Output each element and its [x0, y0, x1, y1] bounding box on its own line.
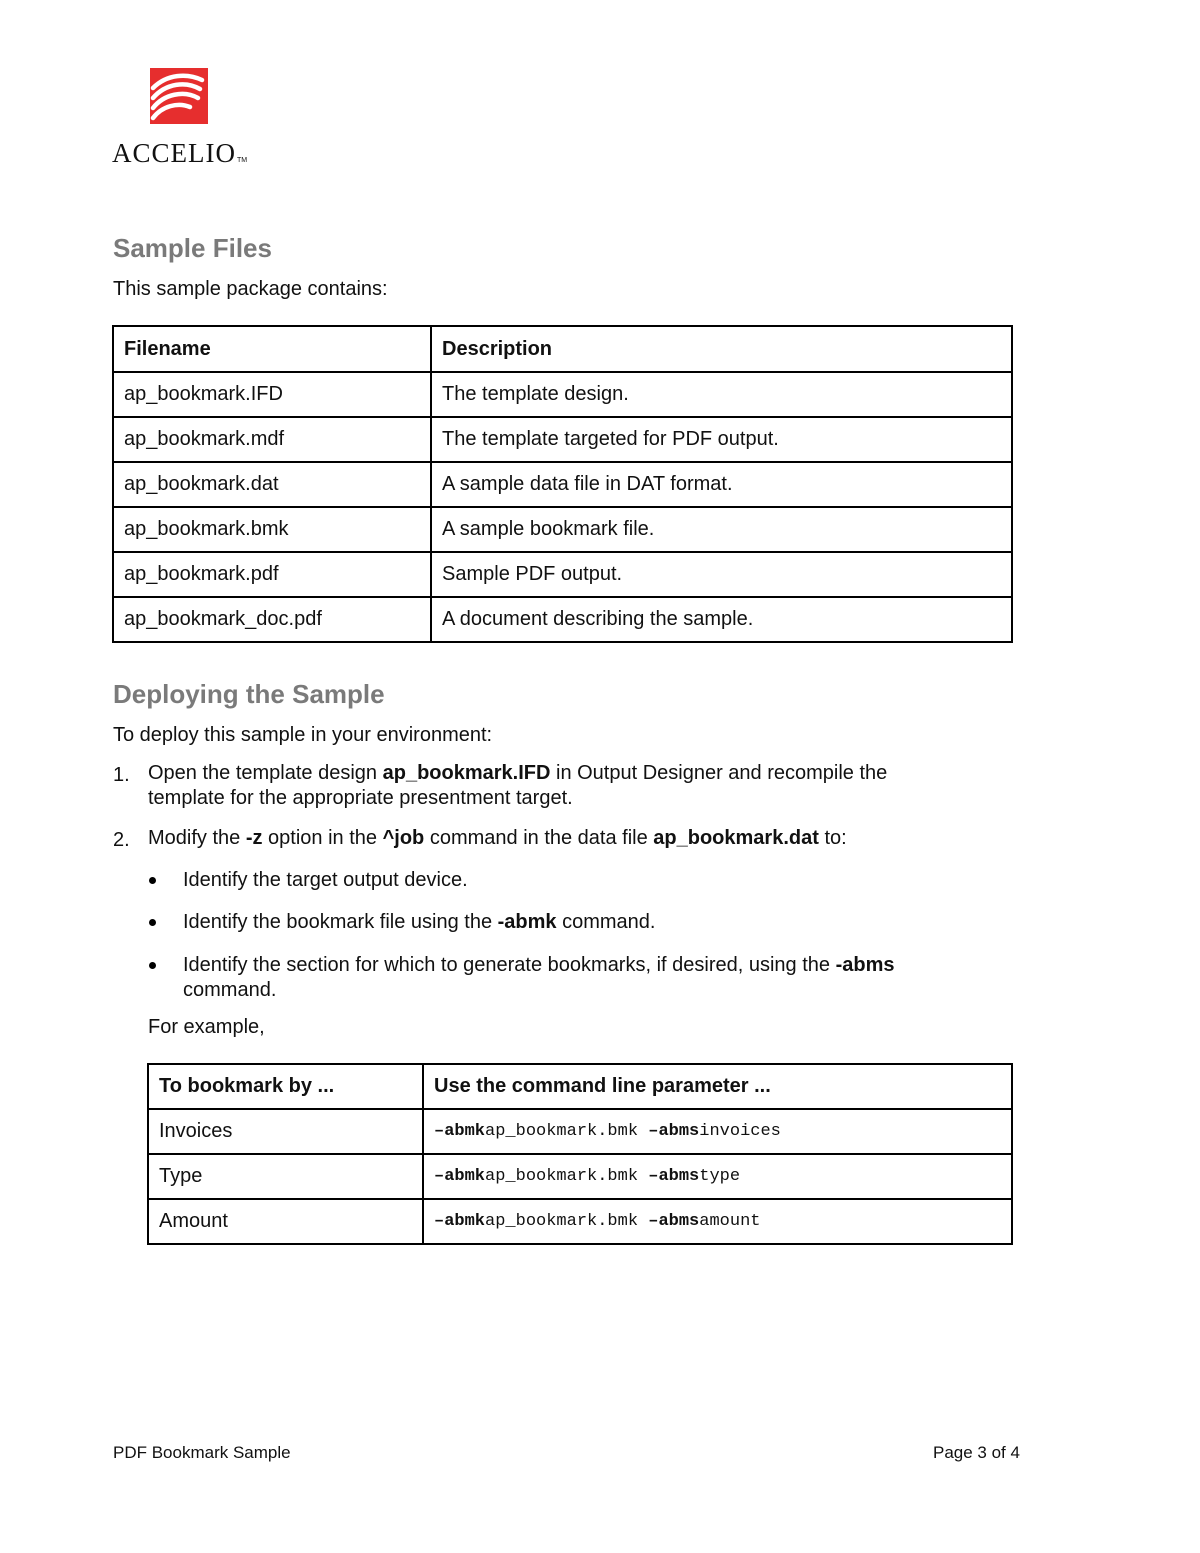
description-cell: A sample bookmark file.	[431, 507, 1012, 552]
table-row	[113, 597, 1012, 642]
accelio-logo	[112, 68, 272, 172]
parameter-cell: –abmkap_bookmark.bmk –abmsinvoices	[423, 1109, 1012, 1154]
column-header-filename: Filename	[113, 326, 431, 372]
filename-cell: ap_bookmark.dat	[113, 462, 431, 507]
filename-cell: ap_bookmark_doc.pdf	[113, 597, 431, 642]
bullet-item: Identify the target output device.	[183, 869, 468, 891]
filename-cell: ap_bookmark.mdf	[113, 417, 431, 462]
column-header-description: Description	[431, 326, 1012, 372]
bullet-item: Identify the bookmark file using the -abmk command.	[183, 911, 656, 933]
footer-title: PDF Bookmark Sample	[113, 1443, 291, 1462]
description-cell: The template targeted for PDF output.	[431, 417, 1012, 462]
step-1-text: Open the template design ap_bookmark.IFD in Output Designer and recompile the template for the appropriate presentment target.	[148, 762, 888, 809]
accelio-logo-mark	[150, 68, 208, 124]
step-1-number: 1.	[113, 764, 130, 786]
table-row	[148, 1109, 1012, 1154]
example-intro: For example,	[148, 1016, 265, 1038]
column-header-bookmark-by: To bookmark by ...	[148, 1064, 423, 1109]
bullet-icon	[149, 919, 156, 926]
z-option: -z	[245, 827, 263, 849]
table-row	[148, 1199, 1012, 1244]
description-cell: A document describing the sample.	[431, 597, 1012, 642]
description-cell: A sample data file in DAT format.	[431, 462, 1012, 507]
table-header-row	[148, 1064, 1012, 1109]
description-cell: Sample PDF output.	[431, 552, 1012, 597]
parameter-cell: –abmkap_bookmark.bmk –abmstype	[423, 1154, 1012, 1199]
abmk-command: -abmk	[497, 911, 557, 933]
deploying-intro: To deploy this sample in your environment:	[113, 724, 493, 746]
step-2-text: Modify the -z option in the ^job command in the data file ap_bookmark.dat to:	[148, 827, 847, 849]
example-table	[147, 1063, 1013, 1245]
parameter-cell: –abmkap_bookmark.bmk –abmsamount	[423, 1199, 1012, 1244]
bullet-item: Identify the section for which to generate bookmarks, if desired, using the -abms command.	[183, 954, 895, 1001]
abms-command: -abms	[835, 954, 895, 976]
sample-files-table	[112, 325, 1013, 643]
table-row	[113, 507, 1012, 552]
sample-files-heading: Sample Files	[113, 233, 272, 263]
bullet-icon	[149, 877, 156, 884]
bookmark-by-cell: Type	[148, 1154, 423, 1199]
sample-files-intro: This sample package contains:	[113, 278, 388, 300]
table-row	[113, 552, 1012, 597]
table-row	[113, 462, 1012, 507]
step-2-filename: ap_bookmark.dat	[653, 827, 819, 849]
table-row	[113, 417, 1012, 462]
table-header-row	[113, 326, 1012, 372]
bullet-icon	[149, 962, 156, 969]
deploying-heading: Deploying the Sample	[113, 679, 385, 709]
filename-cell: ap_bookmark.pdf	[113, 552, 431, 597]
job-command: ^job	[382, 827, 425, 849]
table-row	[113, 372, 1012, 417]
filename-cell: ap_bookmark.IFD	[113, 372, 431, 417]
step-1-filename: ap_bookmark.IFD	[382, 762, 551, 784]
accelio-wordmark: ACCELIOTM	[112, 138, 248, 168]
step-2-number: 2.	[113, 829, 130, 851]
description-cell: The template design.	[431, 372, 1012, 417]
column-header-parameter: Use the command line parameter ...	[423, 1064, 1012, 1109]
bookmark-by-cell: Amount	[148, 1199, 423, 1244]
filename-cell: ap_bookmark.bmk	[113, 507, 431, 552]
table-row	[148, 1154, 1012, 1199]
page-number: Page 3 of 4	[933, 1443, 1020, 1462]
bookmark-by-cell: Invoices	[148, 1109, 423, 1154]
